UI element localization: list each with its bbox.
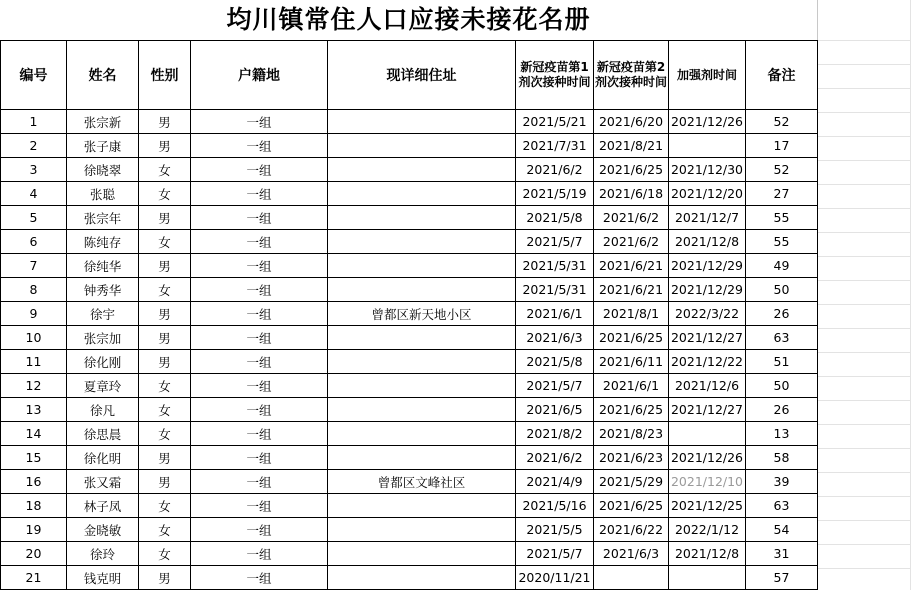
table-row: [1, 422, 818, 446]
cell-address[interactable]: [328, 110, 516, 134]
cell-name[interactable]: 钟秀华: [67, 278, 139, 302]
sheet-gridline: [818, 136, 911, 137]
cell-name[interactable]: 徐化刚: [67, 350, 139, 374]
table-row: [1, 398, 818, 422]
cell-dose1[interactable]: 2021/5/21: [516, 110, 594, 134]
cell-no[interactable]: 5: [1, 206, 67, 230]
cell-address[interactable]: [328, 158, 516, 182]
cell-booster[interactable]: [669, 134, 746, 158]
cell-dose2[interactable]: 2021/6/11: [594, 350, 669, 374]
cell-sex[interactable]: 男: [139, 206, 191, 230]
cell-booster[interactable]: 2021/12/8: [669, 542, 746, 566]
cell-remark[interactable]: 63: [746, 326, 818, 350]
cell-dose1[interactable]: 2021/5/8: [516, 350, 594, 374]
cell-household[interactable]: 一组: [191, 254, 328, 278]
sheet-gridline: [818, 160, 911, 161]
cell-remark[interactable]: 55: [746, 206, 818, 230]
cell-remark[interactable]: 31: [746, 542, 818, 566]
cell-remark[interactable]: 63: [746, 494, 818, 518]
cell-dose2[interactable]: 2021/6/1: [594, 374, 669, 398]
sheet-gridline: [818, 184, 911, 185]
cell-dose2[interactable]: 2021/6/18: [594, 182, 669, 206]
cell-household[interactable]: 一组: [191, 518, 328, 542]
cell-household[interactable]: 一组: [191, 446, 328, 470]
sheet-gridline: [818, 400, 911, 401]
table-row: [1, 494, 818, 518]
cell-booster[interactable]: 2021/12/22: [669, 350, 746, 374]
sheet-gridline: [818, 64, 911, 65]
cell-no[interactable]: 20: [1, 542, 67, 566]
cell-remark[interactable]: 27: [746, 182, 818, 206]
cell-sex[interactable]: 女: [139, 422, 191, 446]
cell-household[interactable]: 一组: [191, 158, 328, 182]
cell-dose1[interactable]: 2021/5/8: [516, 206, 594, 230]
cell-dose1[interactable]: 2021/6/2: [516, 158, 594, 182]
sheet-gridline: [818, 376, 911, 377]
table-row: [1, 206, 818, 230]
cell-dose2[interactable]: 2021/6/21: [594, 254, 669, 278]
sheet-gridline: [818, 568, 911, 569]
cell-remark[interactable]: 17: [746, 134, 818, 158]
cell-no[interactable]: 15: [1, 446, 67, 470]
cell-booster[interactable]: 2021/12/29: [669, 254, 746, 278]
cell-name[interactable]: 徐玲: [67, 542, 139, 566]
cell-remark[interactable]: 50: [746, 278, 818, 302]
cell-address[interactable]: [328, 350, 516, 374]
cell-address[interactable]: [328, 494, 516, 518]
cell-address[interactable]: [328, 446, 516, 470]
cell-dose2[interactable]: 2021/5/29: [594, 470, 669, 494]
table-row: [1, 350, 818, 374]
header-name: 姓名: [67, 41, 139, 110]
cell-address[interactable]: 曾都区新天地小区: [328, 302, 516, 326]
cell-sex[interactable]: 男: [139, 302, 191, 326]
table-row: [1, 230, 818, 254]
cell-booster[interactable]: 2021/12/26: [669, 110, 746, 134]
cell-dose2[interactable]: 2021/8/23: [594, 422, 669, 446]
cell-name[interactable]: 徐宇: [67, 302, 139, 326]
cell-dose2[interactable]: 2021/6/2: [594, 230, 669, 254]
cell-dose2[interactable]: 2021/6/20: [594, 110, 669, 134]
cell-household[interactable]: 一组: [191, 422, 328, 446]
cell-no[interactable]: 21: [1, 566, 67, 590]
cell-address[interactable]: [328, 518, 516, 542]
cell-dose1[interactable]: 2021/6/2: [516, 446, 594, 470]
cell-sex[interactable]: 男: [139, 110, 191, 134]
cell-dose1[interactable]: 2021/7/31: [516, 134, 594, 158]
cell-remark[interactable]: 52: [746, 158, 818, 182]
cell-dose1[interactable]: 2021/8/2: [516, 422, 594, 446]
cell-address[interactable]: [328, 326, 516, 350]
cell-remark[interactable]: 49: [746, 254, 818, 278]
cell-remark[interactable]: 26: [746, 302, 818, 326]
cell-household[interactable]: 一组: [191, 134, 328, 158]
header-sex: 性别: [139, 41, 191, 110]
cell-no[interactable]: 12: [1, 374, 67, 398]
cell-dose2[interactable]: 2021/8/1: [594, 302, 669, 326]
cell-dose1[interactable]: 2021/5/16: [516, 494, 594, 518]
cell-booster[interactable]: 2021/12/20: [669, 182, 746, 206]
cell-household[interactable]: 一组: [191, 302, 328, 326]
cell-address[interactable]: [328, 398, 516, 422]
cell-remark[interactable]: 52: [746, 110, 818, 134]
cell-household[interactable]: 一组: [191, 566, 328, 590]
cell-booster[interactable]: 2021/12/8: [669, 230, 746, 254]
cell-remark[interactable]: 58: [746, 446, 818, 470]
cell-no[interactable]: 9: [1, 302, 67, 326]
cell-household[interactable]: 一组: [191, 206, 328, 230]
cell-household[interactable]: 一组: [191, 542, 328, 566]
sheet-gridline: [818, 280, 911, 281]
cell-sex[interactable]: 男: [139, 326, 191, 350]
cell-name[interactable]: 徐凡: [67, 398, 139, 422]
cell-household[interactable]: 一组: [191, 278, 328, 302]
cell-sex[interactable]: 女: [139, 158, 191, 182]
cell-sex[interactable]: 男: [139, 446, 191, 470]
cell-address[interactable]: 曾都区文峰社区: [328, 470, 516, 494]
sheet-gridline: [818, 424, 911, 425]
sheet-gridline: [818, 40, 911, 41]
sheet-gridline: [818, 472, 911, 473]
table-row: [1, 182, 818, 206]
cell-name[interactable]: 陈纯存: [67, 230, 139, 254]
header-booster: 加强剂时间: [669, 41, 746, 110]
table-row: [1, 446, 818, 470]
cell-booster[interactable]: 2021/12/27: [669, 398, 746, 422]
cell-name[interactable]: 张宗加: [67, 326, 139, 350]
cell-no[interactable]: 10: [1, 326, 67, 350]
cell-address[interactable]: [328, 374, 516, 398]
cell-sex[interactable]: 女: [139, 494, 191, 518]
cell-address[interactable]: [328, 278, 516, 302]
cell-no[interactable]: 13: [1, 398, 67, 422]
cell-sex[interactable]: 女: [139, 374, 191, 398]
cell-dose2[interactable]: 2021/6/21: [594, 278, 669, 302]
cell-sex[interactable]: 女: [139, 230, 191, 254]
cell-no[interactable]: 18: [1, 494, 67, 518]
sheet-gridline: [818, 304, 911, 305]
header-remark: 备注: [746, 41, 818, 110]
cell-no[interactable]: 4: [1, 182, 67, 206]
cell-name[interactable]: 徐晓翠: [67, 158, 139, 182]
cell-name[interactable]: 张又霜: [67, 470, 139, 494]
cell-household[interactable]: 一组: [191, 182, 328, 206]
cell-booster[interactable]: 2021/12/26: [669, 446, 746, 470]
cell-dose1[interactable]: 2021/6/1: [516, 302, 594, 326]
table-row: [1, 134, 818, 158]
cell-booster[interactable]: [669, 422, 746, 446]
sheet-gridline: [818, 520, 911, 521]
sheet-gridline: [818, 88, 911, 89]
cell-no[interactable]: 3: [1, 158, 67, 182]
cell-remark[interactable]: 50: [746, 374, 818, 398]
cell-household[interactable]: 一组: [191, 494, 328, 518]
cell-name[interactable]: 张宗年: [67, 206, 139, 230]
cell-household[interactable]: 一组: [191, 326, 328, 350]
cell-address[interactable]: [328, 566, 516, 590]
cell-address[interactable]: [328, 422, 516, 446]
table-row: [1, 374, 818, 398]
cell-sex[interactable]: 女: [139, 518, 191, 542]
table-row: [1, 254, 818, 278]
sheet-gridline: [818, 112, 911, 113]
cell-dose1[interactable]: 2021/5/31: [516, 254, 594, 278]
header-address: 现详细住址: [328, 41, 516, 110]
cell-name[interactable]: 张聪: [67, 182, 139, 206]
cell-dose1[interactable]: 2021/5/7: [516, 542, 594, 566]
cell-no[interactable]: 2: [1, 134, 67, 158]
header-dose1: 新冠疫苗第1剂次接种时间: [516, 41, 594, 110]
cell-dose2[interactable]: 2021/6/2: [594, 206, 669, 230]
sheet-gridline: [818, 232, 911, 233]
table-row: [1, 542, 818, 566]
cell-booster[interactable]: 2022/3/22: [669, 302, 746, 326]
cell-name[interactable]: 张子康: [67, 134, 139, 158]
cell-address[interactable]: [328, 230, 516, 254]
table-row: [1, 302, 818, 326]
cell-household[interactable]: 一组: [191, 230, 328, 254]
table-row: [1, 278, 818, 302]
cell-household[interactable]: 一组: [191, 470, 328, 494]
cell-address[interactable]: [328, 254, 516, 278]
cell-address[interactable]: [328, 542, 516, 566]
cell-dose1[interactable]: 2021/4/9: [516, 470, 594, 494]
cell-sex[interactable]: 女: [139, 182, 191, 206]
cell-household[interactable]: 一组: [191, 374, 328, 398]
cell-name[interactable]: 徐思晨: [67, 422, 139, 446]
cell-remark[interactable]: 54: [746, 518, 818, 542]
cell-dose2[interactable]: 2021/6/25: [594, 158, 669, 182]
cell-dose2[interactable]: 2021/6/22: [594, 518, 669, 542]
cell-remark[interactable]: 39: [746, 470, 818, 494]
cell-sex[interactable]: 男: [139, 254, 191, 278]
cell-booster[interactable]: 2021/12/6: [669, 374, 746, 398]
cell-sex[interactable]: 女: [139, 542, 191, 566]
sheet-gridline: [818, 544, 911, 545]
cell-name[interactable]: 金晓敏: [67, 518, 139, 542]
table-row: [1, 470, 818, 494]
sheet-gridline: [818, 352, 911, 353]
cell-dose1[interactable]: 2021/5/7: [516, 374, 594, 398]
cell-booster[interactable]: 2021/12/29: [669, 278, 746, 302]
table-row: [1, 110, 818, 134]
cell-remark[interactable]: 13: [746, 422, 818, 446]
cell-dose2[interactable]: 2021/8/21: [594, 134, 669, 158]
cell-remark[interactable]: 55: [746, 230, 818, 254]
cell-dose1[interactable]: 2021/5/19: [516, 182, 594, 206]
cell-booster[interactable]: 2021/12/7: [669, 206, 746, 230]
cell-household[interactable]: 一组: [191, 110, 328, 134]
header-no: 编号: [1, 41, 67, 110]
cell-no[interactable]: 16: [1, 470, 67, 494]
cell-dose1[interactable]: 2021/6/5: [516, 398, 594, 422]
cell-address[interactable]: [328, 206, 516, 230]
cell-no[interactable]: 7: [1, 254, 67, 278]
cell-no[interactable]: 8: [1, 278, 67, 302]
sheet-gridline: [818, 256, 911, 257]
cell-booster[interactable]: 2021/12/10: [669, 470, 746, 494]
cell-no[interactable]: 11: [1, 350, 67, 374]
sheet-gridline: [818, 208, 911, 209]
cell-dose2[interactable]: [594, 566, 669, 590]
cell-booster[interactable]: 2022/1/12: [669, 518, 746, 542]
cell-household[interactable]: 一组: [191, 398, 328, 422]
cell-address[interactable]: [328, 182, 516, 206]
header-dose2: 新冠疫苗第2剂次接种时间: [594, 41, 669, 110]
register-table: [0, 40, 818, 590]
cell-dose2[interactable]: 2021/6/25: [594, 398, 669, 422]
cell-name[interactable]: 徐纯华: [67, 254, 139, 278]
cell-household[interactable]: 一组: [191, 350, 328, 374]
cell-dose1[interactable]: 2021/5/7: [516, 230, 594, 254]
cell-booster[interactable]: 2021/12/27: [669, 326, 746, 350]
header-row: [1, 41, 818, 110]
cell-dose2[interactable]: 2021/6/25: [594, 326, 669, 350]
cell-dose1[interactable]: 2020/11/21: [516, 566, 594, 590]
cell-sex[interactable]: 男: [139, 350, 191, 374]
cell-name[interactable]: 夏章玲: [67, 374, 139, 398]
cell-no[interactable]: 1: [1, 110, 67, 134]
cell-booster[interactable]: [669, 566, 746, 590]
cell-no[interactable]: 19: [1, 518, 67, 542]
sheet-gridline: [818, 448, 911, 449]
cell-name[interactable]: 张宗新: [67, 110, 139, 134]
cell-sex[interactable]: 男: [139, 566, 191, 590]
cell-dose1[interactable]: 2021/5/31: [516, 278, 594, 302]
cell-sex[interactable]: 男: [139, 134, 191, 158]
cell-booster[interactable]: 2021/12/30: [669, 158, 746, 182]
cell-sex[interactable]: 女: [139, 278, 191, 302]
cell-no[interactable]: 14: [1, 422, 67, 446]
cell-dose1[interactable]: 2021/5/5: [516, 518, 594, 542]
cell-dose2[interactable]: 2021/6/23: [594, 446, 669, 470]
cell-remark[interactable]: 51: [746, 350, 818, 374]
cell-dose2[interactable]: 2021/6/3: [594, 542, 669, 566]
cell-remark[interactable]: 26: [746, 398, 818, 422]
cell-remark[interactable]: 57: [746, 566, 818, 590]
cell-name[interactable]: 徐化明: [67, 446, 139, 470]
table-row: [1, 158, 818, 182]
cell-name[interactable]: 钱克明: [67, 566, 139, 590]
table-row: [1, 326, 818, 350]
table-row: [1, 566, 818, 590]
cell-address[interactable]: [328, 134, 516, 158]
table-row: [1, 518, 818, 542]
cell-no[interactable]: 6: [1, 230, 67, 254]
cell-sex[interactable]: 男: [139, 470, 191, 494]
cell-dose2[interactable]: 2021/6/25: [594, 494, 669, 518]
cell-booster[interactable]: 2021/12/25: [669, 494, 746, 518]
cell-sex[interactable]: 女: [139, 398, 191, 422]
cell-dose1[interactable]: 2021/6/3: [516, 326, 594, 350]
header-household: 户籍地: [191, 41, 328, 110]
sheet-gridline: [818, 328, 911, 329]
sheet-gridline: [818, 496, 911, 497]
cell-name[interactable]: 林子凤: [67, 494, 139, 518]
register-title: 均川镇常住人口应接未接花名册: [226, 5, 591, 34]
